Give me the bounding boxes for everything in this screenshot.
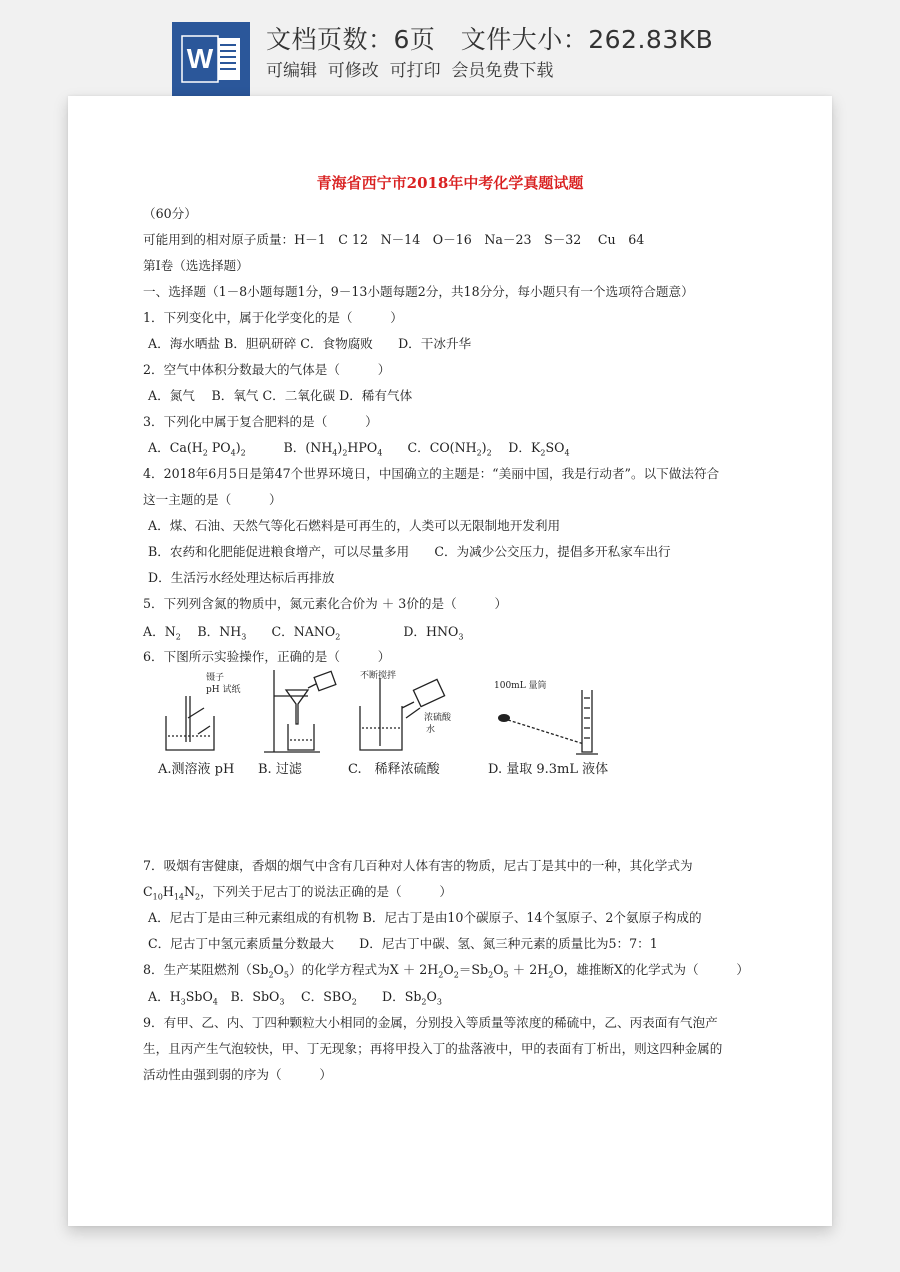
question-5-options: A．$N_2$ B．$NH_3$ C．$NANO_2$ D．$HNO_3$ bbox=[143, 624, 464, 642]
caption-a: A.测溶液 pH bbox=[158, 762, 235, 777]
part-heading: 一、选择题（1－8小题每题1分，9－13小题每题2分，共18分分，每小题只有一个选项符合题意） bbox=[143, 284, 694, 299]
question-4-line-1: 4．2018年6月5日是第47个世界环境日，中国确立的主题是：“美丽中国，我是行动者”。以下做法符合 bbox=[143, 466, 720, 481]
question-9-line-2: 生，且丙产生气泡较快，甲、丁无现象；再将甲投入丁的盐落液中，甲的表面有丁析出，则这四种金属的 bbox=[143, 1041, 723, 1056]
total-score: （60分） bbox=[143, 206, 197, 221]
label-tweezers: 镊子 bbox=[206, 673, 225, 683]
question-7-line-2: $C_{10}H_{14}N_2$，下列关于尼古丁的说法正确的是（ ） bbox=[143, 884, 452, 902]
label-stir: 不断搅拌 bbox=[360, 671, 397, 681]
question-5: 5．下列列含氮的物质中，氮元素化合价为 ＋ 3价的是（ ） bbox=[143, 596, 508, 611]
lab-operations-figure bbox=[148, 668, 628, 783]
page-count-and-size: 文档页数：6页 文件大小：262.83KB bbox=[266, 25, 714, 54]
label-acid: 浓硫酸 bbox=[424, 713, 452, 723]
feature-tags: 可编辑 可修改 可打印 会员免费下载 bbox=[266, 61, 554, 81]
document-page bbox=[68, 96, 832, 1226]
question-4-option-d: D．生活污水经处理达标后再排放 bbox=[148, 570, 335, 585]
eye-icon bbox=[498, 714, 510, 722]
label-water: 水 bbox=[426, 725, 436, 735]
question-4-line-2: 这一主题的是（ ） bbox=[143, 492, 282, 507]
question-3-options: A．$Ca(H_2$ $PO_4)_2$ B．$(NH_4)_2HPO_4$ C．$CO(NH_2)_2$ D．$K_2SO_4$ bbox=[148, 440, 570, 458]
document-info-header bbox=[0, 0, 900, 100]
caption-d: D. 量取 9.3mL 液体 bbox=[488, 762, 609, 777]
question-7-line-1: 7．吸烟有害健康，香烟的烟气中含有几百种对人体有害的物质，尼古丁是其中的一种，其化学式为 bbox=[143, 858, 693, 873]
question-1-options: A．海水晒盐 B．胆矾研碎 C．食物腐败 D．干冰升华 bbox=[148, 336, 472, 351]
question-8: 8．生产某阻燃剂$(Sb_2O_5)$的化学方程式为$X + 2H_2O_2=Sb_2O_5 + 2H_2O$，雄推断X的化学式为（ ） bbox=[143, 962, 749, 980]
question-9-line-3: 活动性由强到弱的序为（ ） bbox=[143, 1067, 332, 1082]
question-4-option-a: A．煤、石油、天然气等化石燃料是可再生的，人类可以无限制地开发利用 bbox=[148, 518, 561, 533]
section-heading: 第Ⅰ卷（选选择题） bbox=[143, 258, 249, 273]
question-2-options: A．氮气 B．氧气 C．二氧化碳 D．稀有气体 bbox=[148, 388, 413, 403]
question-9-line-1: 9．有甲、乙、内、丁四种颗粒大小相同的金属，分别投入等质量等浓度的稀硫中，乙、丙表面有气泡产 bbox=[143, 1015, 718, 1030]
word-document-icon bbox=[172, 22, 250, 96]
question-2: 2．空气中体积分数最大的气体是（ ） bbox=[143, 362, 391, 377]
question-3: 3．下列化中属于复合肥料的是（ ） bbox=[143, 414, 378, 429]
question-4-option-bc: B．农药和化肥能促进粮食增产，可以尽量多用 C．为减少公交压力，提倡多开私家车出行 bbox=[148, 544, 671, 559]
document-title: 青海省西宁市2018年中考化学真题试题 bbox=[316, 174, 584, 192]
question-8-options: A．$H_3SbO_4$ B．SbO$_3$ C．$SBO_2$ D．$Sb_2O_3$ bbox=[148, 989, 442, 1007]
question-1: 1．下列变化中，属于化学变化的是（ ） bbox=[143, 310, 403, 325]
question-6: 6．下图所示实验操作，正确的是（ ） bbox=[143, 649, 391, 664]
label-cylinder: 100mL 量筒 bbox=[494, 681, 547, 691]
question-7-options-cd: C．尼古丁中氢元素质量分数最大 D．尼古丁中碳、氢、氮三种元素的质量比为5：7：1 bbox=[148, 936, 658, 951]
label-ph-paper: pH 试纸 bbox=[206, 685, 241, 695]
word-icon-letter: W bbox=[186, 43, 214, 74]
caption-c: C. 稀释浓硫酸 bbox=[348, 762, 440, 777]
question-7-options-ab: A．尼古丁是由三种元素组成的有机物 B．尼古丁是由10个碳原子、14个氢原子、2个氨原子构成的 bbox=[148, 910, 702, 925]
caption-b: B. 过滤 bbox=[258, 762, 302, 777]
atomic-mass-line: 可能用到的相对原子质量：H－1 C 12 N－14 O－16 Na－23 S－32 Cu 64 bbox=[143, 232, 645, 247]
